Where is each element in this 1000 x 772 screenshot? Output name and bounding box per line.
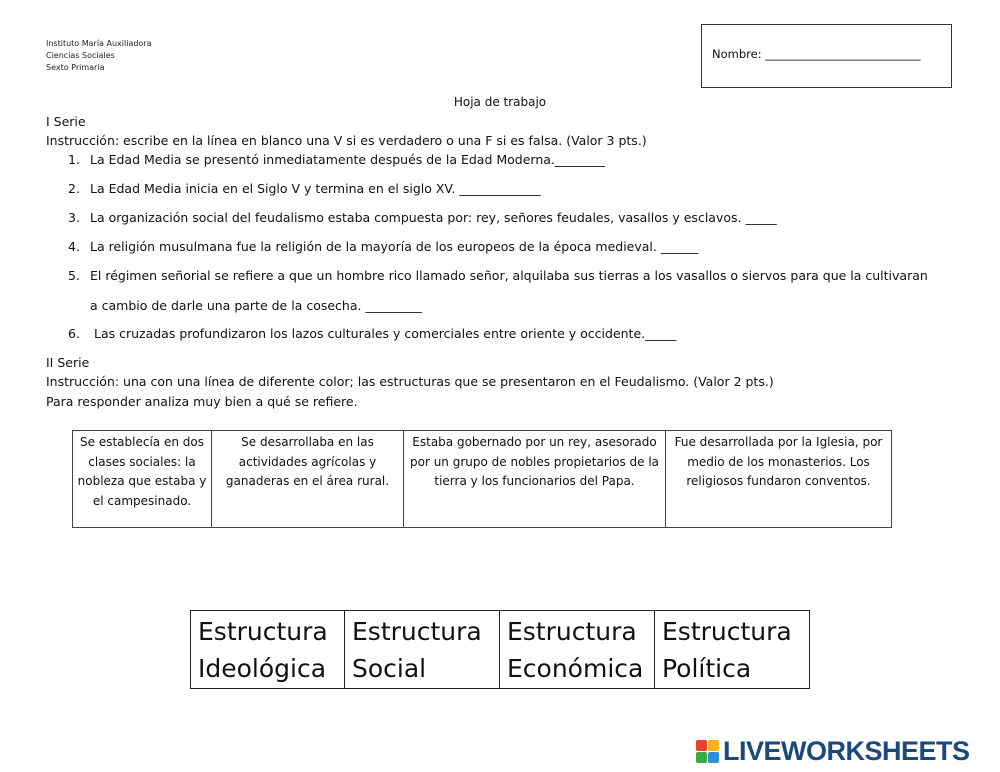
list-item-continuation[interactable]: a cambio de darle una parte de la cosecha. _________ xyxy=(90,298,422,313)
structure-type: Económica xyxy=(507,653,644,683)
list-item xyxy=(68,210,777,225)
item-number: 1. xyxy=(68,152,80,167)
logo-block-icon xyxy=(696,740,707,751)
item-text[interactable]: La Edad Media inicia en el Siglo V y termina en el siglo XV. _____________ xyxy=(90,181,541,196)
structure-cell[interactable] xyxy=(345,611,500,689)
list-item xyxy=(68,181,541,196)
liveworksheets-logo xyxy=(696,734,970,768)
structure-type: Social xyxy=(352,653,427,683)
item-number: 3. xyxy=(68,210,80,225)
serie1-heading: I Serie xyxy=(46,114,86,129)
structure-type: Ideológica xyxy=(198,653,327,683)
description-cell[interactable]: Fue desarrollada por la Iglesia, por medio de los monasterios. Los religiosos fundaron conventos. xyxy=(666,431,892,528)
list-item xyxy=(68,268,928,283)
structure-cell[interactable] xyxy=(655,611,810,689)
logo-block-icon xyxy=(696,752,707,763)
item-text[interactable]: La organización social del feudalismo estaba compuesta por: rey, señores feudales, vasallos y esclavos. _____ xyxy=(90,210,777,225)
logo-block-icon xyxy=(708,752,719,763)
description-cell[interactable]: Estaba gobernado por un rey, asesorado por un grupo de nobles propietarios de la tierra y los funcionarios del Papa. xyxy=(404,431,666,528)
item-number: 2. xyxy=(68,181,80,196)
item-text: El régimen señorial se refiere a que un hombre rico llamado señor, alquilaba sus tierras a los vasallos o siervos para que la cultivaran xyxy=(90,268,928,283)
school-name: Instituto María Auxiliadora xyxy=(46,39,152,48)
list-item xyxy=(68,326,676,341)
logo-text: LIVEWORKSHEETS xyxy=(723,735,970,766)
logo-blocks-icon xyxy=(696,740,719,763)
name-box xyxy=(701,24,952,88)
structures-table xyxy=(190,610,810,689)
description-cell[interactable]: Se desarrollaba en las actividades agrícolas y ganaderas en el área rural. xyxy=(212,431,404,528)
serie2-heading: II Serie xyxy=(46,355,90,370)
structure-word: Estructura xyxy=(198,616,328,646)
serie1-instruction: Instrucción: escribe en la línea en blanco una V si es verdadero o una F si es falsa. (Valor 3 pts.) xyxy=(46,133,647,148)
structure-type: Política xyxy=(662,653,752,683)
grade-name: Sexto Primaria xyxy=(46,63,105,72)
item-number: 5. xyxy=(68,268,80,283)
item-text[interactable]: Las cruzadas profundizaron los lazos culturales y comerciales entre oriente y occidente._____ xyxy=(90,326,677,341)
item-number: 6. xyxy=(68,326,80,341)
description-cell[interactable]: Se establecía en dos clases sociales: la nobleza que estaba y el campesinado. xyxy=(73,431,212,528)
logo-block-icon xyxy=(708,740,719,751)
school-header xyxy=(46,38,152,74)
list-item xyxy=(68,152,605,167)
structure-cell[interactable] xyxy=(191,611,345,689)
structure-cell[interactable] xyxy=(500,611,655,689)
serie2-note: Para responder analiza muy bien a qué se refiere. xyxy=(46,394,358,409)
name-field[interactable]: Nombre: ___________________________ xyxy=(712,47,921,61)
subject-name: Ciencias Sociales xyxy=(46,51,115,60)
descriptions-table xyxy=(72,430,892,528)
structure-word: Estructura xyxy=(662,616,792,646)
structure-word: Estructura xyxy=(352,616,482,646)
page-title: Hoja de trabajo xyxy=(453,95,547,109)
serie2-instruction: Instrucción: una con una línea de diferente color; las estructuras que se presentaron en el Feudalismo. (Valor 2 pts.) xyxy=(46,374,774,389)
list-item xyxy=(68,239,698,254)
structure-word: Estructura xyxy=(507,616,637,646)
item-text[interactable]: La Edad Media se presentó inmediatamente después de la Edad Moderna.________ xyxy=(90,152,605,167)
item-text[interactable]: La religión musulmana fue la religión de la mayoría de los europeos de la época medieval. ______ xyxy=(90,239,699,254)
item-number: 4. xyxy=(68,239,80,254)
